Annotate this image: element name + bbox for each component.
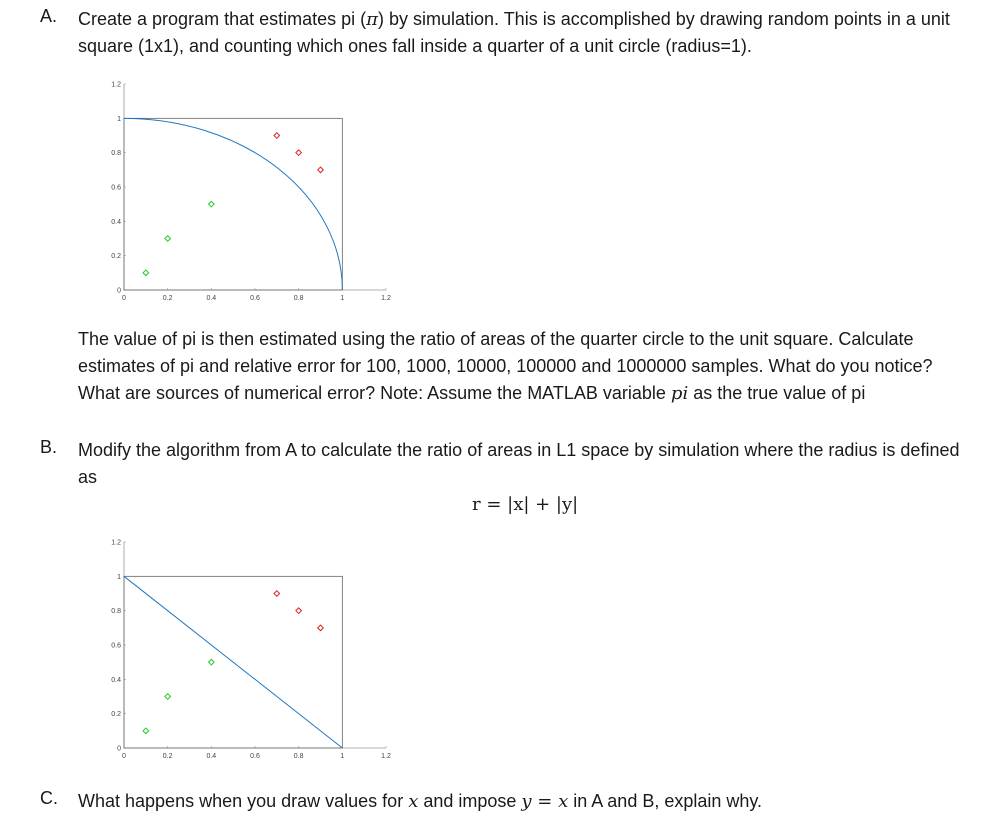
x-tick-label: 0.4 [206,753,217,760]
y-tick-label: 0.6 [111,642,121,650]
y-tick-label: 0.4 [111,676,121,684]
plot-quarter-circle [96,80,416,312]
data-point [318,167,324,173]
x-tick-label: 0 [122,295,126,302]
section-b-letter: B. [40,437,58,457]
x-tick-label: 0.8 [293,295,304,302]
x-tick-label: 0.6 [250,753,260,760]
data-point [165,694,171,700]
quarter-circle-arc [124,118,342,290]
x-tick-label: 1.2 [381,295,391,302]
x-variable: x [408,791,419,812]
pi-variable: pi [670,383,689,404]
section-a-letter: A. [40,6,58,26]
x-tick-label: 0.2 [162,295,173,302]
data-point [296,150,302,156]
data-point [209,659,215,665]
y-tick-label: 0.8 [111,150,121,158]
l1-boundary-line [124,576,342,748]
data-point [318,625,324,631]
y-tick-label: 1.2 [111,539,121,547]
data-point [274,591,280,597]
section-c-letter: C. [40,788,58,808]
x-tick-label: 0.8 [293,753,304,760]
y-tick-label: 1 [117,573,121,581]
y-tick-label: 1.2 [111,81,121,89]
x-tick-label: 1.2 [381,753,391,760]
x-tick-label: 1 [340,295,345,302]
y-tick-label: 0.8 [111,608,121,616]
scatter-chart-a [96,80,416,312]
section-a-text: Create a program that estimates pi (π) by simulation. This is accomplished by drawing random points in a unit square (1x1), and counting which ones fall inside a quarter of a unit circle (radius=1). [78,9,950,56]
section-c-text: What happens when you draw values for x and impose y = x in A and B, explain why. [78,791,763,812]
scatter-chart-b [96,538,416,770]
data-point [296,608,302,614]
y-tick-label: 0.4 [111,218,121,226]
y-tick-label: 0.2 [111,253,121,261]
section-b-text: Modify the algorithm from A to calculate the ratio of areas in L1 space by simulation where the radius is defined as [78,440,960,487]
x-tick-label: 0.2 [162,753,173,760]
pi-symbol: π [366,9,378,30]
x-tick-label: 0.6 [250,295,260,302]
y-tick-label: 0.2 [111,711,121,719]
l1-radius-formula: r = |x| + |y| [472,494,579,515]
y-tick-label: 0 [117,745,121,753]
data-point [274,133,280,139]
y-equals-x-expression: y = x [521,791,569,812]
plot-l1-diamond [96,538,416,770]
x-tick-label: 0 [122,753,126,760]
x-tick-label: 0.4 [206,295,217,302]
section-a-followup: The value of pi is then estimated using the ratio of areas of the quarter circle to the unit square. Calculate estimates of pi and relative error for 100, 1000, 10000, 100000 and 1000000 samples. What do you notice? What are sources of numerical error? Note: Assume the MATLAB variable pi as the true value of pi [78,329,933,404]
x-tick-label: 1 [340,753,345,760]
y-tick-label: 0 [117,287,121,295]
data-point [143,270,149,276]
data-point [143,728,149,734]
y-tick-label: 0.6 [111,184,121,192]
unit-square [124,118,342,290]
data-point [209,201,215,207]
data-point [165,236,171,242]
y-tick-label: 1 [117,115,121,123]
